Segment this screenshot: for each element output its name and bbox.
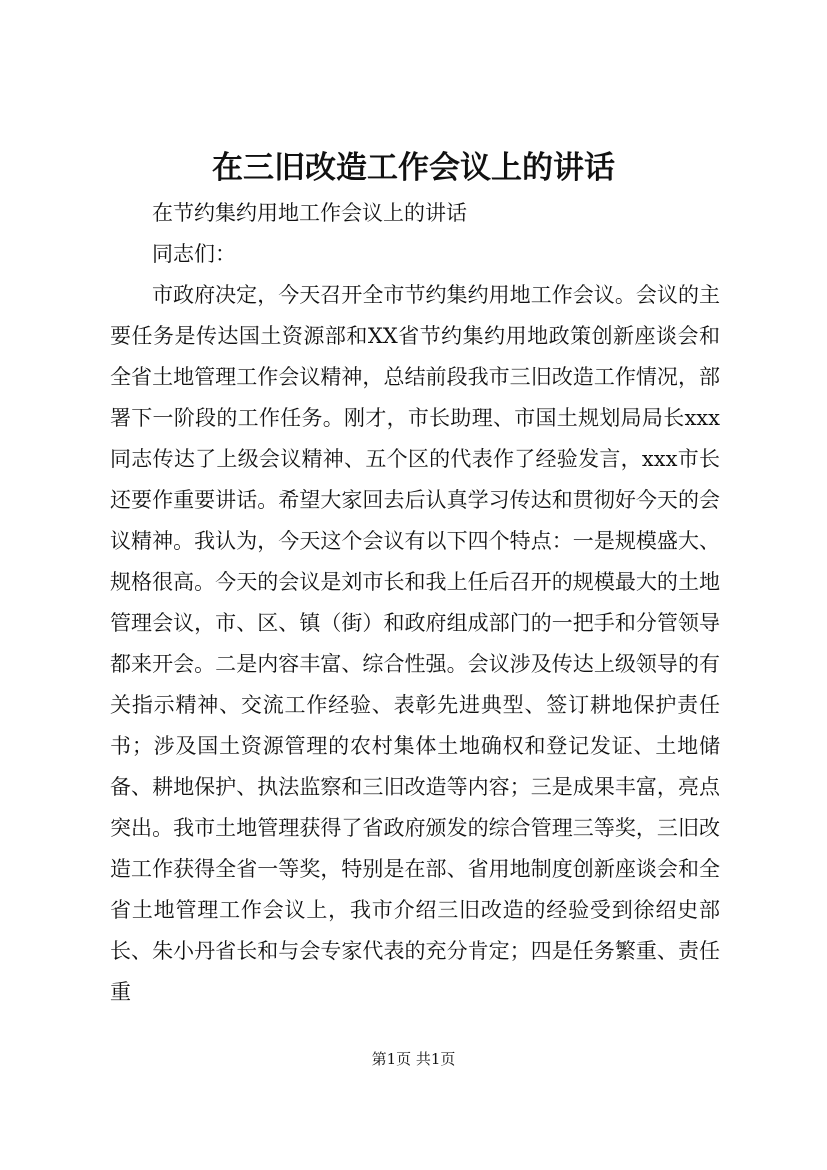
document-body bbox=[110, 193, 720, 1013]
document-title: 在三旧改造工作会议上的讲话 bbox=[212, 150, 615, 186]
body-paragraph: 市政府决定，今天召开全市节约集约用地工作会议。会议的主要任务是传达国土资源部和XX省节约集约用地政策创新座谈会和全省土地管理工作会议精神，总结前段我市三旧改造工作情况，部署下一阶段的工作任务。刚才，市长助理、市国土规划局局长xxx同志传达了上级会议精神、五个区的代表作了经验发言，xxx市长还要作重要讲话。希望大家回去后认真学习传达和贯彻好今天的会议精神。我认为，今天这个会议有以下四个特点：一是规模盛大、规格很高。今天的会议是刘市长和我上任后召开的规模最大的土地管理会议，市、区、镇（街）和政府组成部门的一把手和分管领导都来开会。二是内容丰富、综合性强。会议涉及传达上级领导的有关指示精神、交流工作经验、表彰先进典型、签订耕地保护责任书；涉及国土资源管理的农村集体土地确权和登记发证、土地储备、耕地保护、执法监察和三旧改造等内容；三是成果丰富，亮点突出。我市土地管理获得了省政府颁发的综合管理三等奖，三旧改造工作获得全省一等奖，特别是在部、省用地制度创新座谈会和全省土地管理工作会议上，我市介绍三旧改造的经验受到徐绍史部长、朱小丹省长和与会专家代表的充分肯定；四是任务繁重、责任重 bbox=[110, 283, 720, 1004]
salutation-paragraph: 同志们： bbox=[152, 242, 236, 266]
page-number-footer: 第1页 共1页 bbox=[371, 1050, 456, 1068]
subtitle-paragraph: 在节约集约用地工作会议上的讲话 bbox=[152, 201, 467, 225]
